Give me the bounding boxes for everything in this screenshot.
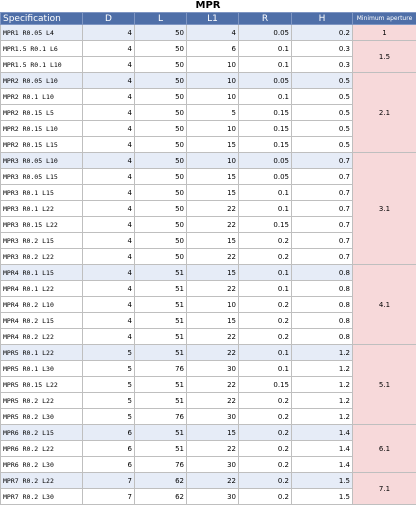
l-cell: 50 xyxy=(135,57,187,73)
spec-cell: MPR3 R0.1 L15 xyxy=(1,185,83,201)
d-cell: 4 xyxy=(83,89,135,105)
spec-cell: MPR5 R0.1 L22 xyxy=(1,345,83,361)
l-cell: 76 xyxy=(135,361,187,377)
spec-cell: MPR5 R0.2 L22 xyxy=(1,393,83,409)
spec-cell: MPR3 R0.2 L15 xyxy=(1,233,83,249)
r-cell: 0.15 xyxy=(239,137,292,153)
h-cell: 1.4 xyxy=(292,441,353,457)
l1-cell: 22 xyxy=(187,329,239,345)
spec-cell: MPR4 R0.2 L10 xyxy=(1,297,83,313)
spec-cell: MPR5 R0.1 L30 xyxy=(1,361,83,377)
aperture-cell: 4.1 xyxy=(353,265,416,345)
l1-cell: 5 xyxy=(187,105,239,121)
l-cell: 51 xyxy=(135,425,187,441)
h-cell: 1.4 xyxy=(292,457,353,473)
h-cell: 0.8 xyxy=(292,281,353,297)
l1-cell: 22 xyxy=(187,441,239,457)
h-cell: 0.8 xyxy=(292,329,353,345)
l1-cell: 30 xyxy=(187,457,239,473)
r-cell: 0.2 xyxy=(239,233,292,249)
d-cell: 4 xyxy=(83,73,135,89)
spec-cell: MPR1.5 R0.1 L10 xyxy=(1,57,83,73)
h-cell: 0.2 xyxy=(292,25,353,41)
d-cell: 4 xyxy=(83,25,135,41)
r-cell: 0.2 xyxy=(239,297,292,313)
l1-cell: 15 xyxy=(187,265,239,281)
r-cell: 0.2 xyxy=(239,329,292,345)
l1-cell: 22 xyxy=(187,281,239,297)
spec-cell: MPR2 R0.05 L10 xyxy=(1,73,83,89)
header-row xyxy=(1,13,416,25)
spec-cell: MPR2 R0.15 L15 xyxy=(1,137,83,153)
d-cell: 4 xyxy=(83,329,135,345)
table-row xyxy=(1,425,416,441)
l-cell: 50 xyxy=(135,137,187,153)
spec-cell: MPR3 R0.2 L22 xyxy=(1,249,83,265)
l1-cell: 10 xyxy=(187,121,239,137)
d-cell: 4 xyxy=(83,169,135,185)
h-cell: 1.2 xyxy=(292,361,353,377)
d-cell: 4 xyxy=(83,313,135,329)
table-row xyxy=(1,73,416,89)
l1-cell: 22 xyxy=(187,377,239,393)
l-cell: 51 xyxy=(135,329,187,345)
d-cell: 4 xyxy=(83,217,135,233)
d-cell: 4 xyxy=(83,265,135,281)
r-cell: 0.05 xyxy=(239,25,292,41)
l-cell: 50 xyxy=(135,121,187,137)
r-cell: 0.05 xyxy=(239,169,292,185)
l1-cell: 22 xyxy=(187,393,239,409)
column-header-l1: L1 xyxy=(187,13,239,25)
column-header-minimum-aperture: Minimum aperture xyxy=(353,13,416,25)
l1-cell: 30 xyxy=(187,361,239,377)
r-cell: 0.2 xyxy=(239,409,292,425)
table-row xyxy=(1,473,416,489)
spec-cell: MPR7 R0.2 L30 xyxy=(1,489,83,505)
l1-cell: 15 xyxy=(187,233,239,249)
l1-cell: 22 xyxy=(187,217,239,233)
d-cell: 7 xyxy=(83,473,135,489)
aperture-cell: 6.1 xyxy=(353,425,416,473)
d-cell: 4 xyxy=(83,233,135,249)
spec-cell: MPR6 R0.2 L30 xyxy=(1,457,83,473)
d-cell: 4 xyxy=(83,153,135,169)
r-cell: 0.05 xyxy=(239,73,292,89)
l1-cell: 30 xyxy=(187,489,239,505)
h-cell: 0.7 xyxy=(292,169,353,185)
r-cell: 0.1 xyxy=(239,361,292,377)
d-cell: 4 xyxy=(83,281,135,297)
r-cell: 0.1 xyxy=(239,201,292,217)
h-cell: 0.5 xyxy=(292,137,353,153)
d-cell: 4 xyxy=(83,137,135,153)
h-cell: 0.5 xyxy=(292,73,353,89)
h-cell: 1.2 xyxy=(292,377,353,393)
h-cell: 1.2 xyxy=(292,345,353,361)
d-cell: 4 xyxy=(83,121,135,137)
d-cell: 4 xyxy=(83,105,135,121)
aperture-cell: 5.1 xyxy=(353,345,416,425)
l-cell: 51 xyxy=(135,313,187,329)
r-cell: 0.15 xyxy=(239,105,292,121)
l-cell: 51 xyxy=(135,441,187,457)
spec-cell: MPR4 R0.2 L15 xyxy=(1,313,83,329)
l-cell: 50 xyxy=(135,25,187,41)
h-cell: 0.8 xyxy=(292,265,353,281)
table-row xyxy=(1,41,416,57)
h-cell: 0.5 xyxy=(292,105,353,121)
column-header-specification: Specification xyxy=(1,13,83,25)
r-cell: 0.1 xyxy=(239,185,292,201)
h-cell: 0.7 xyxy=(292,201,353,217)
l1-cell: 15 xyxy=(187,425,239,441)
table-row xyxy=(1,153,416,169)
l1-cell: 6 xyxy=(187,41,239,57)
h-cell: 0.7 xyxy=(292,233,353,249)
h-cell: 0.5 xyxy=(292,121,353,137)
d-cell: 4 xyxy=(83,249,135,265)
h-cell: 0.7 xyxy=(292,185,353,201)
l-cell: 50 xyxy=(135,185,187,201)
d-cell: 5 xyxy=(83,409,135,425)
d-cell: 4 xyxy=(83,297,135,313)
l-cell: 62 xyxy=(135,473,187,489)
l1-cell: 22 xyxy=(187,201,239,217)
r-cell: 0.1 xyxy=(239,57,292,73)
l1-cell: 15 xyxy=(187,313,239,329)
r-cell: 0.1 xyxy=(239,89,292,105)
column-header-h: H xyxy=(292,13,353,25)
spec-cell: MPR5 R0.2 L30 xyxy=(1,409,83,425)
spec-cell: MPR6 R0.2 L15 xyxy=(1,425,83,441)
l-cell: 76 xyxy=(135,457,187,473)
h-cell: 1.5 xyxy=(292,473,353,489)
l1-cell: 22 xyxy=(187,249,239,265)
d-cell: 4 xyxy=(83,201,135,217)
h-cell: 0.8 xyxy=(292,297,353,313)
h-cell: 0.7 xyxy=(292,249,353,265)
table-row xyxy=(1,345,416,361)
r-cell: 0.2 xyxy=(239,441,292,457)
l-cell: 51 xyxy=(135,393,187,409)
table-row xyxy=(1,25,416,41)
column-header-l: L xyxy=(135,13,187,25)
spec-cell: MPR2 R0.1 L10 xyxy=(1,89,83,105)
l-cell: 51 xyxy=(135,265,187,281)
l-cell: 50 xyxy=(135,169,187,185)
h-cell: 1.4 xyxy=(292,425,353,441)
h-cell: 0.5 xyxy=(292,89,353,105)
aperture-cell: 2.1 xyxy=(353,73,416,153)
l-cell: 51 xyxy=(135,281,187,297)
r-cell: 0.2 xyxy=(239,473,292,489)
d-cell: 5 xyxy=(83,361,135,377)
d-cell: 5 xyxy=(83,393,135,409)
r-cell: 0.2 xyxy=(239,457,292,473)
spec-cell: MPR4 R0.1 L15 xyxy=(1,265,83,281)
l-cell: 62 xyxy=(135,489,187,505)
l-cell: 50 xyxy=(135,249,187,265)
l1-cell: 15 xyxy=(187,185,239,201)
l-cell: 50 xyxy=(135,217,187,233)
r-cell: 0.2 xyxy=(239,489,292,505)
r-cell: 0.15 xyxy=(239,121,292,137)
spec-cell: MPR1 R0.05 L4 xyxy=(1,25,83,41)
l1-cell: 30 xyxy=(187,409,239,425)
table-row xyxy=(1,265,416,281)
aperture-cell: 3.1 xyxy=(353,153,416,265)
l1-cell: 15 xyxy=(187,169,239,185)
l1-cell: 22 xyxy=(187,345,239,361)
r-cell: 0.1 xyxy=(239,345,292,361)
spec-cell: MPR3 R0.05 L10 xyxy=(1,153,83,169)
l-cell: 50 xyxy=(135,233,187,249)
r-cell: 0.1 xyxy=(239,265,292,281)
d-cell: 6 xyxy=(83,457,135,473)
r-cell: 0.05 xyxy=(239,153,292,169)
aperture-cell: 1 xyxy=(353,25,416,41)
l1-cell: 22 xyxy=(187,473,239,489)
d-cell: 5 xyxy=(83,377,135,393)
column-header-r: R xyxy=(239,13,292,25)
r-cell: 0.1 xyxy=(239,41,292,57)
l1-cell: 10 xyxy=(187,57,239,73)
h-cell: 0.8 xyxy=(292,313,353,329)
l1-cell: 10 xyxy=(187,297,239,313)
d-cell: 4 xyxy=(83,41,135,57)
d-cell: 6 xyxy=(83,425,135,441)
d-cell: 5 xyxy=(83,345,135,361)
r-cell: 0.15 xyxy=(239,217,292,233)
r-cell: 0.1 xyxy=(239,281,292,297)
l1-cell: 10 xyxy=(187,73,239,89)
r-cell: 0.2 xyxy=(239,393,292,409)
h-cell: 0.7 xyxy=(292,217,353,233)
h-cell: 0.3 xyxy=(292,57,353,73)
l-cell: 50 xyxy=(135,105,187,121)
l-cell: 50 xyxy=(135,73,187,89)
d-cell: 4 xyxy=(83,185,135,201)
h-cell: 1.5 xyxy=(292,489,353,505)
spec-cell: MPR6 R0.2 L22 xyxy=(1,441,83,457)
spec-cell: MPR1.5 R0.1 L6 xyxy=(1,41,83,57)
l1-cell: 10 xyxy=(187,89,239,105)
spec-cell: MPR2 R0.15 L5 xyxy=(1,105,83,121)
d-cell: 7 xyxy=(83,489,135,505)
l-cell: 76 xyxy=(135,409,187,425)
l1-cell: 4 xyxy=(187,25,239,41)
l1-cell: 10 xyxy=(187,153,239,169)
aperture-cell: 1.5 xyxy=(353,41,416,73)
spec-cell: MPR4 R0.2 L22 xyxy=(1,329,83,345)
spec-cell: MPR4 R0.1 L22 xyxy=(1,281,83,297)
h-cell: 1.2 xyxy=(292,393,353,409)
h-cell: 1.2 xyxy=(292,409,353,425)
r-cell: 0.15 xyxy=(239,377,292,393)
l-cell: 51 xyxy=(135,345,187,361)
l-cell: 50 xyxy=(135,153,187,169)
d-cell: 6 xyxy=(83,441,135,457)
spec-cell: MPR5 R0.15 L22 xyxy=(1,377,83,393)
aperture-cell: 7.1 xyxy=(353,473,416,505)
h-cell: 0.3 xyxy=(292,41,353,57)
spec-cell: MPR2 R0.15 L10 xyxy=(1,121,83,137)
table-title: MPR xyxy=(0,0,416,12)
l-cell: 50 xyxy=(135,201,187,217)
l-cell: 50 xyxy=(135,41,187,57)
specification-table xyxy=(0,12,416,505)
l1-cell: 15 xyxy=(187,137,239,153)
h-cell: 0.7 xyxy=(292,153,353,169)
spec-cell: MPR3 R0.1 L22 xyxy=(1,201,83,217)
l-cell: 51 xyxy=(135,297,187,313)
spec-cell: MPR7 R0.2 L22 xyxy=(1,473,83,489)
column-header-d: D xyxy=(83,13,135,25)
r-cell: 0.2 xyxy=(239,249,292,265)
spec-cell: MPR3 R0.05 L15 xyxy=(1,169,83,185)
l-cell: 50 xyxy=(135,89,187,105)
d-cell: 4 xyxy=(83,57,135,73)
r-cell: 0.2 xyxy=(239,313,292,329)
l-cell: 51 xyxy=(135,377,187,393)
table-body xyxy=(1,25,416,505)
r-cell: 0.2 xyxy=(239,425,292,441)
spec-cell: MPR3 R0.15 L22 xyxy=(1,217,83,233)
